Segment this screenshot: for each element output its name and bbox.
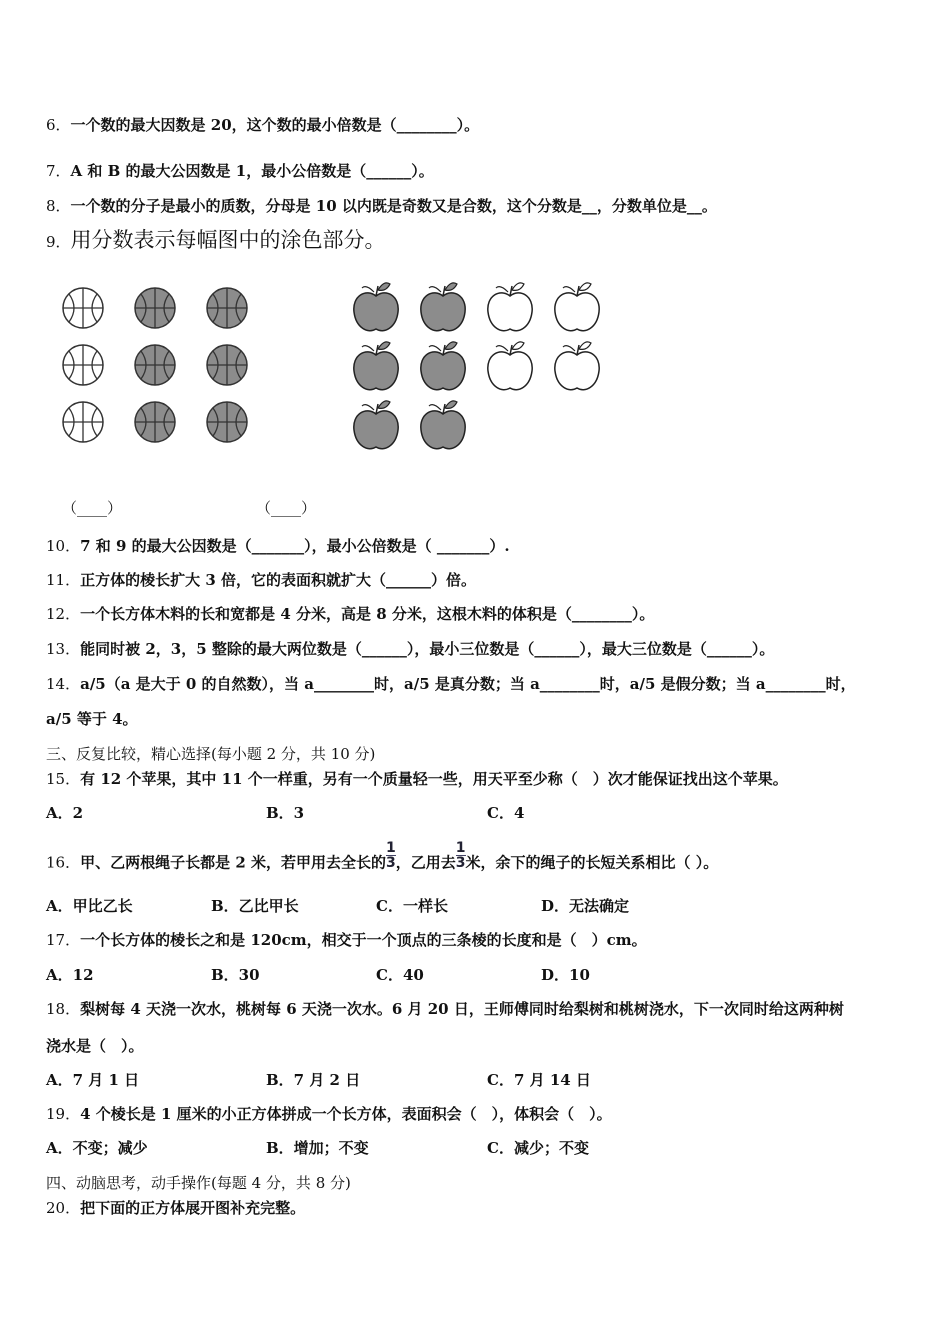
option-c: C．一样长 (376, 897, 448, 915)
question-11 (46, 570, 476, 590)
option-c: C．减少；不变 (487, 1139, 589, 1157)
basketball-icon (207, 288, 247, 328)
q-text: 4 个棱长是 1 厘米的小正方体拼成一个长方体，表面积会（ ），体积会（ ）。 (80, 1105, 612, 1123)
q-text: 一个长方体的棱长之和是 120cm，相交于一个顶点的三条棱的长度和是（ ）cm。 (80, 931, 647, 949)
apple-icon (421, 283, 465, 331)
option-b: B．7 月 2 日 (266, 1071, 361, 1089)
question-13 (46, 639, 774, 659)
basketball-icon (63, 402, 103, 442)
q-num: 11． (46, 571, 81, 589)
option-a: A．2 (46, 804, 84, 822)
question-15 (46, 769, 788, 789)
basketball-icon (63, 345, 103, 385)
apple-icon (488, 342, 532, 390)
basketball-icon (63, 288, 103, 328)
question-20 (46, 1198, 305, 1218)
basketball-figure (55, 280, 255, 450)
q-text: 一个数的分子是最小的质数，分母是 10 以内既是奇数又是合数，这个分数是__，分数单位是__。 (70, 197, 717, 215)
option-c: C．4 (487, 804, 525, 822)
q-num: 20． (46, 1199, 81, 1217)
basketball-icon (135, 345, 175, 385)
q-text: 甲、乙两根绳子长都是 2 米，若甲用去全长的 (80, 853, 386, 872)
basketball-icon (207, 345, 247, 385)
q-text: 把下面的正方体展开图补充完整。 (80, 1199, 306, 1217)
q-text: 一个长方体木料的长和宽都是 4 分米，高是 8 分米，这根木料的体积是（________）。 (80, 605, 655, 623)
question-8 (46, 196, 717, 216)
option-d: D．无法确定 (541, 897, 630, 915)
q-num: 15． (46, 770, 81, 788)
apple-icon (555, 342, 599, 390)
q-num: 6． (46, 116, 71, 134)
q-text: 用分数表示每幅图中的涂色部分。 (70, 228, 386, 252)
q-num: 9． (46, 233, 71, 251)
denominator: 3 (455, 855, 466, 871)
denominator: 3 (385, 855, 396, 871)
question-19 (46, 1104, 612, 1124)
option-d: D．10 (541, 966, 590, 984)
q-text: a/5（a 是大于 0 的自然数），当 a________时，a/5 是真分数；当 a________时，a/5 是假分数；当 a________时， (80, 675, 856, 693)
q-num: 18． (46, 1000, 81, 1018)
apple-icon (354, 283, 398, 331)
q-text: A 和 B 的最大公因数是 1，最小公倍数是（______）。 (70, 162, 434, 180)
option-a: A．甲比乙长 (46, 897, 133, 915)
option-b: B．乙比甲长 (211, 897, 299, 915)
q-text: 能同时被 2，3，5 整除的最大两位数是（______），最小三位数是（______），最大三位数是（______）。 (80, 640, 775, 658)
basketball-icon (207, 402, 247, 442)
question-9 (46, 227, 386, 255)
basketball-icon (135, 288, 175, 328)
question-14 (46, 674, 856, 694)
apple-icon (555, 283, 599, 331)
apple-figure (345, 278, 610, 458)
numerator: 1 (385, 840, 396, 856)
q-num: 14． (46, 675, 81, 693)
q-num: 7． (46, 162, 71, 180)
q-text: 一个数的最大因数是 20，这个数的最小倍数是（________）。 (70, 116, 480, 134)
question-17 (46, 930, 647, 950)
q-num: 12． (46, 605, 81, 623)
fraction-one-third (386, 841, 396, 870)
apple-icon (354, 401, 398, 449)
question-12 (46, 604, 654, 624)
q-num: 13． (46, 640, 81, 658)
question-7 (46, 161, 434, 181)
answer-blank-1: （____） (62, 499, 123, 517)
apple-icon (354, 342, 398, 390)
section-3-heading: 三、反复比较，精心选择(每小题 2 分，共 10 分) (46, 745, 376, 763)
q-text: ，乙用去 (395, 853, 456, 872)
apple-icon (488, 283, 532, 331)
numerator: 1 (455, 840, 466, 856)
q-num: 8． (46, 197, 71, 215)
q-text: 正方体的棱长扩大 3 倍，它的表面积就扩大（______）倍。 (80, 571, 476, 589)
q-text: 有 12 个苹果，其中 11 个一样重，另有一个质量轻一些，用天平至少称（ ）次才能保证找出这个苹果。 (80, 770, 788, 788)
section-4-heading: 四、动脑思考，动手操作(每题 4 分，共 8 分) (46, 1174, 351, 1192)
q-num: 19． (46, 1105, 81, 1123)
question-10 (46, 536, 510, 556)
option-a: A．不变；减少 (46, 1139, 148, 1157)
q-text: 米，余下的绳子的长短关系相比（ ）。 (465, 853, 719, 872)
q-num: 10． (46, 537, 81, 555)
basketball-icon (135, 402, 175, 442)
question-18 (46, 999, 844, 1019)
apple-icon (421, 401, 465, 449)
q-text: 梨树每 4 天浇一次水，桃树每 6 天浇一次水。6 月 20 日，王师傅同时给梨树和桃树浇水，下一次同时给这两种树 (80, 1000, 844, 1018)
fraction-one-third (456, 841, 466, 870)
option-a: A．7 月 1 日 (46, 1071, 140, 1089)
apple-icon (421, 342, 465, 390)
option-b: B．3 (266, 804, 305, 822)
q-num: 17． (46, 931, 81, 949)
option-b: B．增加；不变 (266, 1139, 369, 1157)
q-num: 16． (46, 853, 81, 872)
question-16 (46, 840, 719, 878)
option-c: C．7 月 14 日 (487, 1071, 591, 1089)
answer-blank-2: （____） (256, 499, 317, 517)
option-b: B．30 (211, 966, 260, 984)
question-6 (46, 115, 479, 135)
question-14-cont: a/5 等于 4。 (46, 710, 138, 728)
question-18-cont: 浇水是（ ）。 (46, 1037, 144, 1055)
q-text: 7 和 9 的最大公因数是（_______），最小公倍数是（ _______）. (80, 537, 510, 555)
option-c: C．40 (376, 966, 424, 984)
option-a: A．12 (46, 966, 94, 984)
